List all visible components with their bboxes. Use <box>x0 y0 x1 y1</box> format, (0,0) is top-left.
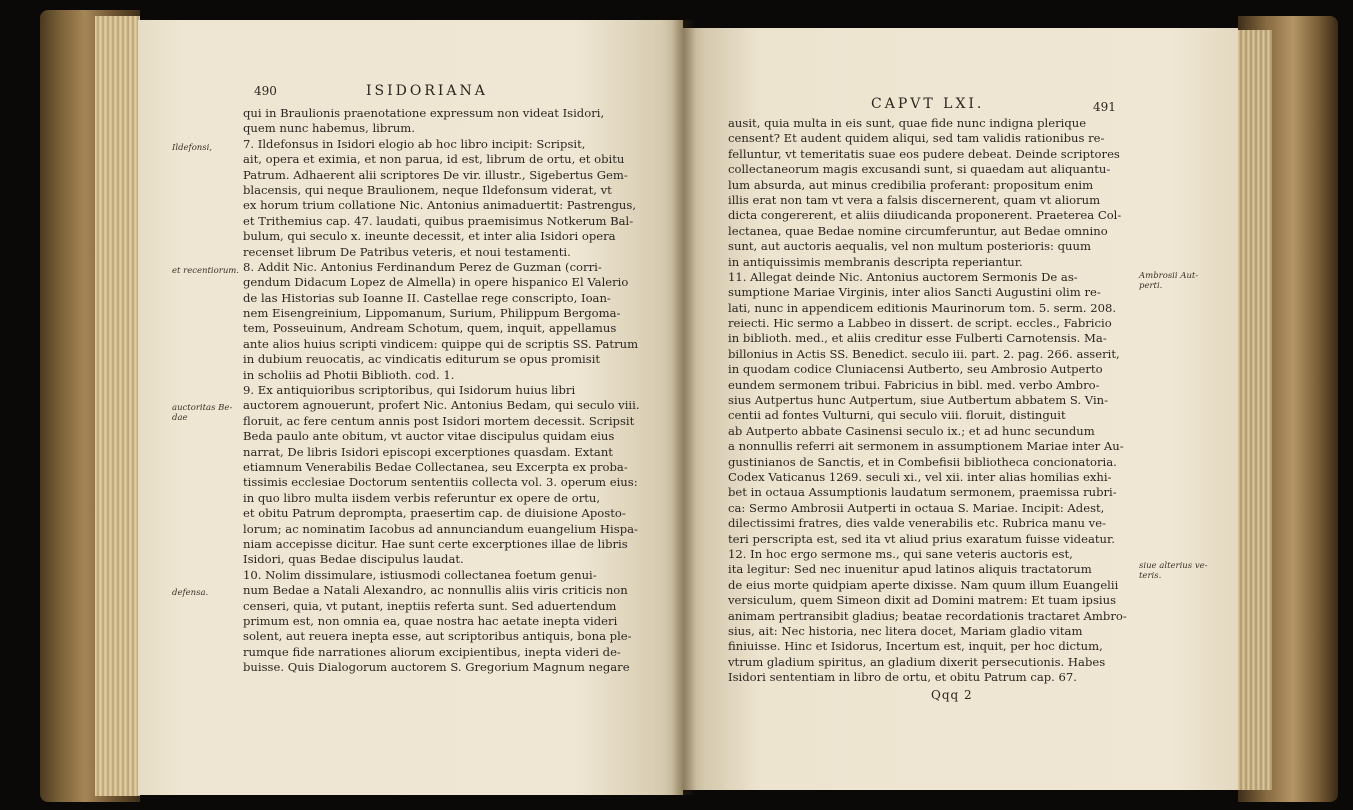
right-line: sunt, aut auctoris aequalis, vel non multum posterioris: quum <box>728 239 1091 254</box>
right-line: censent? Et audent quidem aliqui, sed tam validis rationibus re- <box>728 131 1105 146</box>
left-line: recenset librum De Patribus veteris, et noui testamenti. <box>243 244 571 259</box>
right-line: lectanea, quae Bedae nomine circumferuntur, aut Bedae omnino <box>728 223 1108 238</box>
left-line: nem Eisengreinium, Lippomanum, Surium, Philippum Bergoma- <box>243 306 621 321</box>
left-line: in scholiis ad Photii Biblioth. cod. 1. <box>243 367 455 382</box>
right-line: dilectissimi fratres, dies valde venerabilis etc. Rubrica manu ve- <box>728 516 1107 531</box>
left-line: narrat, De libris Isidori episcopi excerptiones quasdam. Extant <box>243 444 613 459</box>
right-line: reiecti. Hic sermo a Labbeo in dissert. de script. eccles., Fabricio <box>728 316 1112 331</box>
right-line: eundem sermonem tribui. Fabricius in bibl. med. verbo Ambro- <box>728 377 1100 392</box>
right-line: felluntur, vt temeritatis suae eos pudere debeat. Deinde scriptores <box>728 146 1120 161</box>
margin-note-defensa: defensa. <box>172 588 209 598</box>
left-line: censeri, quia, vt putant, ineptiis referta sunt. Sed aduertendum <box>243 598 617 613</box>
right-line: vtrum gladium spiritus, an gladium dixerit persecutionis. Habes <box>728 654 1106 669</box>
right-line: Codex Vaticanus 1269. seculi xi., vel xii. inter alias homilias exhi- <box>728 469 1112 484</box>
left-page <box>138 20 683 795</box>
right-line: in biblioth. med., et aliis creditur esse Fulberti Carnotensis. Ma- <box>728 331 1107 346</box>
left-line: gendum Didacum Lopez de Almella) in opere hispanico El Valerio <box>243 275 629 290</box>
left-line: qui in Braulionis praenotatione expressum non videat Isidori, <box>243 106 605 120</box>
left-line: primum est, non omnia ea, quae nostra hac aetate inepta videri <box>243 613 618 628</box>
right-running-head: CAPVT LXI. <box>871 96 985 112</box>
left-line: rumque fide narrationes aliorum excipientibus, inepta videri de- <box>243 644 621 659</box>
signature-mark: Qqq 2 <box>931 688 973 702</box>
right-line: billonius in Actis SS. Benedict. seculo iii. part. 2. pag. 266. asserit, <box>728 346 1120 361</box>
left-line: ex horum trium collatione Nic. Antonius animaduertit: Pastrengus, <box>243 198 637 213</box>
margin-note-ambrosii-cont: perti. <box>1139 281 1163 291</box>
right-line: ita legitur: Sed nec inuenitur apud latinos aliquis tractatorum <box>728 562 1092 577</box>
left-line: et obitu Patrum deprompta, praesertim cap. de diuisione Aposto- <box>243 506 626 521</box>
right-line: a nonnullis referri ait sermonem in assumptionem Mariae inter Au- <box>728 439 1124 454</box>
right-line: 11. Allegat deinde Nic. Antonius auctorem Sermonis De as- <box>728 269 1078 284</box>
right-line: ca: Sermo Ambrosii Autperti in octaua S. Mariae. Incipit: Adest, <box>728 500 1105 515</box>
right-line: centii ad fontes Vulturni, qui seculo viii. floruit, distinguit <box>728 408 1066 423</box>
right-line: versiculum, quem Simeon dixit ad Domini matrem: Et tuam ipsius <box>728 593 1117 608</box>
right-line: in quodam codice Cluniacensi Autberto, seu Ambrosio Autperto <box>728 362 1103 377</box>
right-line: in antiquissimis membranis descripta reperiantur. <box>728 254 1023 269</box>
left-line: ait, opera et eximia, et non parua, id est, librum de ortu, et obitu <box>243 152 625 167</box>
left-line: 10. Nolim dissimulare, istiusmodi collectanea foetum genui- <box>243 567 597 582</box>
left-line: 8. Addit Nic. Antonius Ferdinandum Perez de Guzman (corri- <box>243 259 602 274</box>
right-line: bet in octaua Assumptionis laudatum sermonem, praemissa rubri- <box>728 485 1117 500</box>
left-line: etiamnum Venerabilis Bedae Collectanea, seu Excerpta ex proba- <box>243 459 628 474</box>
left-line: Isidori, quas Bedae discipulus laudat. <box>243 552 464 567</box>
right-page <box>683 28 1238 790</box>
right-line: sius, ait: Nec historia, nec litera docet, Mariam gladio vitam <box>728 623 1083 638</box>
right-line: ab Autperto abbate Casinensi seculo ix.; et ad hunc secundum <box>728 423 1095 438</box>
left-running-head: ISIDORIANA <box>366 83 488 99</box>
right-line: lum absurda, aut minus credibilia proferant: propositum enim <box>728 177 1094 192</box>
margin-note-recentiorum: et recentiorum. <box>172 266 240 276</box>
left-page-number: 490 <box>254 84 277 98</box>
margin-note-ambrosii: Ambrosii Aut- <box>1139 271 1199 281</box>
left-line: floruit, ac fere centum annis post Isidori mortem decessit. Scripsit <box>243 413 635 428</box>
left-line: Patrum. Adhaerent alii scriptores De vir. illustr., Sigebertus Gem- <box>243 167 628 182</box>
right-line: sumptione Mariae Virginis, inter alios Sancti Augustini olim re- <box>728 285 1101 300</box>
left-line: niam accepisse dicitur. Hae sunt certe excerptiones illae de libris <box>243 536 628 551</box>
left-line: blacensis, qui neque Braulionem, neque Ildefonsum viderat, vt <box>243 182 612 197</box>
left-line: bulum, qui seculo x. ineunte decessit, et inter alia Isidori opera <box>243 229 616 244</box>
left-body-text <box>243 106 640 675</box>
left-line: num Bedae a Natali Alexandro, ac nonnullis aliis viris criticis non <box>243 583 628 598</box>
left-page-edges <box>95 16 140 796</box>
right-line: sius Autpertus hunc Autpertum, siue Autbertum abbatem S. Vin- <box>728 393 1109 408</box>
right-line: gustinianos de Sanctis, et in Combefisii bibliotheca concionatoria. <box>728 454 1117 469</box>
margin-note-auctoritas-bedae-cont: dae <box>172 413 188 423</box>
right-line: collectaneorum magis excusandi sunt, si quaedam aut aliquantu- <box>728 162 1111 177</box>
left-line: 9. Ex antiquioribus scriptoribus, qui Isidorum huius libri <box>243 383 576 398</box>
right-line: de eius morte quidpiam aperte dixisse. Nam quum illum Euangelii <box>728 577 1119 592</box>
left-line: ante alios huius scripti vindicem: quippe qui de scriptis SS. Patrum <box>243 336 639 351</box>
left-line: 7. Ildefonsus in Isidori elogio ab hoc libro incipit: Scripsit, <box>243 136 586 151</box>
right-line: teri perscripta est, sed ita vt aliud prius exaratum fuisse videatur. <box>728 531 1115 546</box>
right-line: 12. In hoc ergo sermone ms., qui sane veteris auctoris est, <box>728 546 1073 561</box>
right-line: lati, nunc in appendicem editionis Maurinorum tom. 5. serm. 208. <box>728 300 1117 315</box>
right-line: finiuisse. Hinc et Isidorus, Incertum est, inquit, per hoc dictum, <box>728 639 1103 654</box>
right-page-number: 491 <box>1093 100 1116 114</box>
left-line: in dubium reuocatis, ac vindicatis editurum se opus promisit <box>243 352 601 367</box>
left-line: de las Historias sub Ioanne II. Castellae rege conscripto, Ioan- <box>243 290 611 305</box>
margin-note-siue-alterius: siue alterius ve- <box>1139 561 1208 571</box>
left-line: tem, Posseuinum, Andream Schotum, quem, inquit, appellamus <box>243 321 617 336</box>
right-line: ausit, quia multa in eis sunt, quae fide nunc indigna plerique <box>728 116 1087 130</box>
gutter-shadow <box>672 20 696 795</box>
margin-note-siue-alterius-cont: teris. <box>1139 571 1162 581</box>
left-line: quem nunc habemus, librum. <box>243 121 415 136</box>
left-line: tissimis ecclesiae Doctorum sententiis collecta vol. 3. operum eius: <box>243 475 638 490</box>
right-line: illis erat non tam vt vera a falsis discernerent, quam vt aliorum <box>728 192 1101 207</box>
right-line: animam pertransibit gladius; beatae recordationis tractaret Ambro- <box>728 608 1127 623</box>
left-line: buisse. Quis Dialogorum auctorem S. Gregorium Magnum negare <box>243 660 630 675</box>
margin-note-ildefonsi: Ildefonsi, <box>172 143 213 153</box>
left-line: et Trithemius cap. 47. laudati, quibus praemisimus Notkerum Bal- <box>243 213 634 228</box>
left-line: auctorem agnouerunt, profert Nic. Antonius Bedam, qui seculo viii. <box>243 398 640 413</box>
left-line: in quo libro multa iisdem verbis referuntur ex opere de ortu, <box>243 490 601 505</box>
left-line: solent, aut reuera inepta esse, aut scriptoribus antiquis, bona ple- <box>243 629 632 644</box>
right-body-text <box>728 116 1127 685</box>
margin-note-auctoritas-bedae: auctoritas Be- <box>172 403 233 413</box>
left-line: Beda paulo ante obitum, vt auctor vitae discipulus quidam eius <box>243 429 615 444</box>
left-line: lorum; ac nominatim Iacobus ad annunciandum euangelium Hispa- <box>243 521 638 536</box>
right-line: Isidori sententiam in libro de ortu, et obitu Patrum cap. 67. <box>728 670 1077 685</box>
right-line: dicta congererent, et aliis diiudicanda proponerent. Praeterea Col- <box>728 208 1122 223</box>
